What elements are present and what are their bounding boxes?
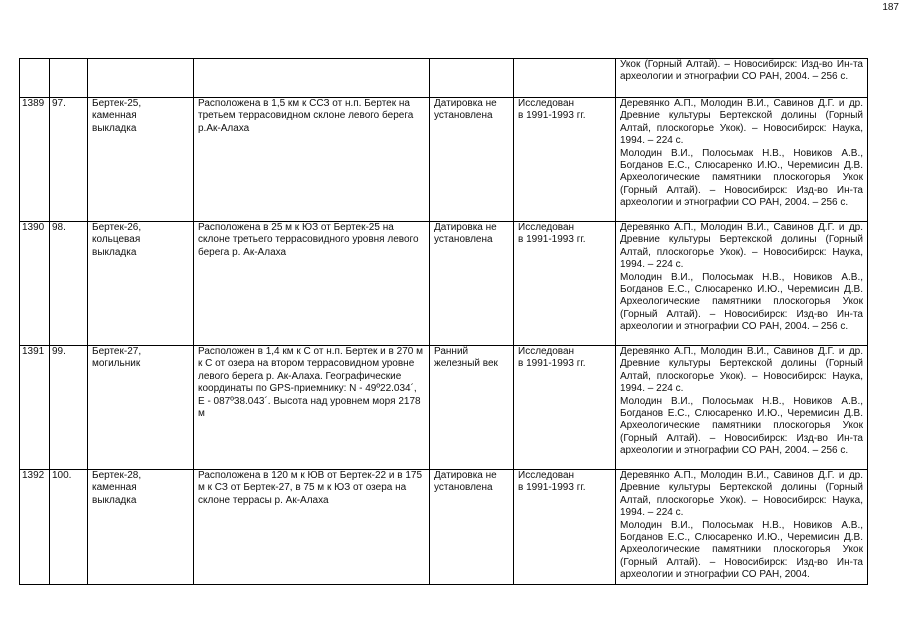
table-row (20, 222, 868, 346)
cell-dating: Датировка не установлена (430, 470, 514, 585)
cell-study: Исследован в 1991-1993 гг. (514, 470, 616, 585)
cell-dating (430, 59, 514, 98)
cell-location: Расположена в 25 м к ЮЗ от Бертек-25 на склоне третьего террасовидного уровня левого берега р. Ак-Алаха (194, 222, 430, 346)
cell-study: Исследован в 1991-1993 гг. (514, 98, 616, 222)
monuments-table (19, 58, 868, 585)
page-number: 187 (882, 2, 899, 13)
cell-name: Бертек-26, кольцевая выкладка (88, 222, 194, 346)
table-row (20, 470, 868, 585)
cell-references: Деревянко А.П., Молодин В.И., Савинов Д.Г. и др. Древние культуры Бертекской долины (Горный Алтай, плоскогорье Укок). – Новосибирск: Наука, 1994. – 224 с. Молодин В.И., Полосьмак Н.В., Новиков А.В., Богданов Е.С., Слюсаренко И.Ю., Черемисин Д.В. Археологические памятники плоскогорья Укок (Горный Алтай). – Новосибирск: Изд-во Ин-та археологии и этнографии СО РАН, 2004. – 256 с. (616, 98, 868, 222)
cell-dating: Датировка не установлена (430, 98, 514, 222)
cell-dating: Датировка не установлена (430, 222, 514, 346)
cell-local-number (50, 59, 88, 98)
cell-name: Бертек-28, каменная выкладка (88, 470, 194, 585)
table-row-continuation (20, 59, 868, 98)
cell-name: Бертек-25, каменная выкладка (88, 98, 194, 222)
cell-number: 1392 (20, 470, 50, 585)
cell-references: Деревянко А.П., Молодин В.И., Савинов Д.Г. и др. Древние культуры Бертекской долины (Горный Алтай, плоскогорье Укок). – Новосибирск: Наука, 1994. – 224 с. Молодин В.И., Полосьмак Н.В., Новиков А.В., Богданов Е.С., Слюсаренко И.Ю., Черемисин Д.В. Археологические памятники плоскогорья Укок (Горный Алтай). – Новосибирск: Изд-во Ин-та археологии и этнографии СО РАН, 2004. (616, 470, 868, 585)
cell-local-number: 99. (50, 346, 88, 470)
cell-number: 1391 (20, 346, 50, 470)
cell-study: Исследован в 1991-1993 гг. (514, 346, 616, 470)
cell-location: Расположена в 1,5 км к ССЗ от н.п. Бертек на третьем террасовидном склоне левого берега р.Ак-Алаха (194, 98, 430, 222)
cell-local-number: 98. (50, 222, 88, 346)
cell-number: 1389 (20, 98, 50, 222)
cell-number: 1390 (20, 222, 50, 346)
cell-references: Деревянко А.П., Молодин В.И., Савинов Д.Г. и др. Древние культуры Бертекской долины (Горный Алтай, плоскогорье Укок). – Новосибирск: Наука, 1994. – 224 с. Молодин В.И., Полосьмак Н.В., Новиков А.В., Богданов Е.С., Слюсаренко И.Ю., Черемисин Д.В. Археологические памятники плоскогорья Укок (Горный Алтай). – Новосибирск: Изд-во Ин-та археологии и этнографии СО РАН, 2004. – 256 с. (616, 346, 868, 470)
cell-name: Бертек-27, могильник (88, 346, 194, 470)
cell-local-number: 100. (50, 470, 88, 585)
table-row (20, 98, 868, 222)
cell-study (514, 59, 616, 98)
cell-name (88, 59, 194, 98)
table-row (20, 346, 868, 470)
cell-dating: Ранний железный век (430, 346, 514, 470)
cell-number (20, 59, 50, 98)
cell-location: Расположен в 1,4 км к С от н.п. Бертек и в 270 м к С от озера на втором террасовидном уровне левого берега р. Ак-Алаха. Географические координаты по GPS-приемнику: N - 49º22.034´, E - 087º38.043´. Высота над уровнем моря 2178 м (194, 346, 430, 470)
cell-study: Исследован в 1991-1993 гг. (514, 222, 616, 346)
cell-references: Деревянко А.П., Молодин В.И., Савинов Д.Г. и др. Древние культуры Бертекской долины (Горный Алтай, плоскогорье Укок). – Новосибирск: Наука, 1994. – 224 с. Молодин В.И., Полосьмак Н.В., Новиков А.В., Богданов Е.С., Слюсаренко И.Ю., Черемисин Д.В. Археологические памятники плоскогорья Укок (Горный Алтай). – Новосибирск: Изд-во Ин-та археологии и этнографии СО РАН, 2004. – 256 с. (616, 222, 868, 346)
cell-local-number: 97. (50, 98, 88, 222)
cell-location: Расположена в 120 м к ЮВ от Бертек-22 и в 175 м к СЗ от Бертек-27, в 75 м к ЮЗ от озера на склоне террасы р. Ак-Алаха (194, 470, 430, 585)
cell-location (194, 59, 430, 98)
cell-references: Укок (Горный Алтай). – Новосибирск: Изд-во Ин-та археологии и этнографии СО РАН, 2004. – 256 с. (616, 59, 868, 98)
